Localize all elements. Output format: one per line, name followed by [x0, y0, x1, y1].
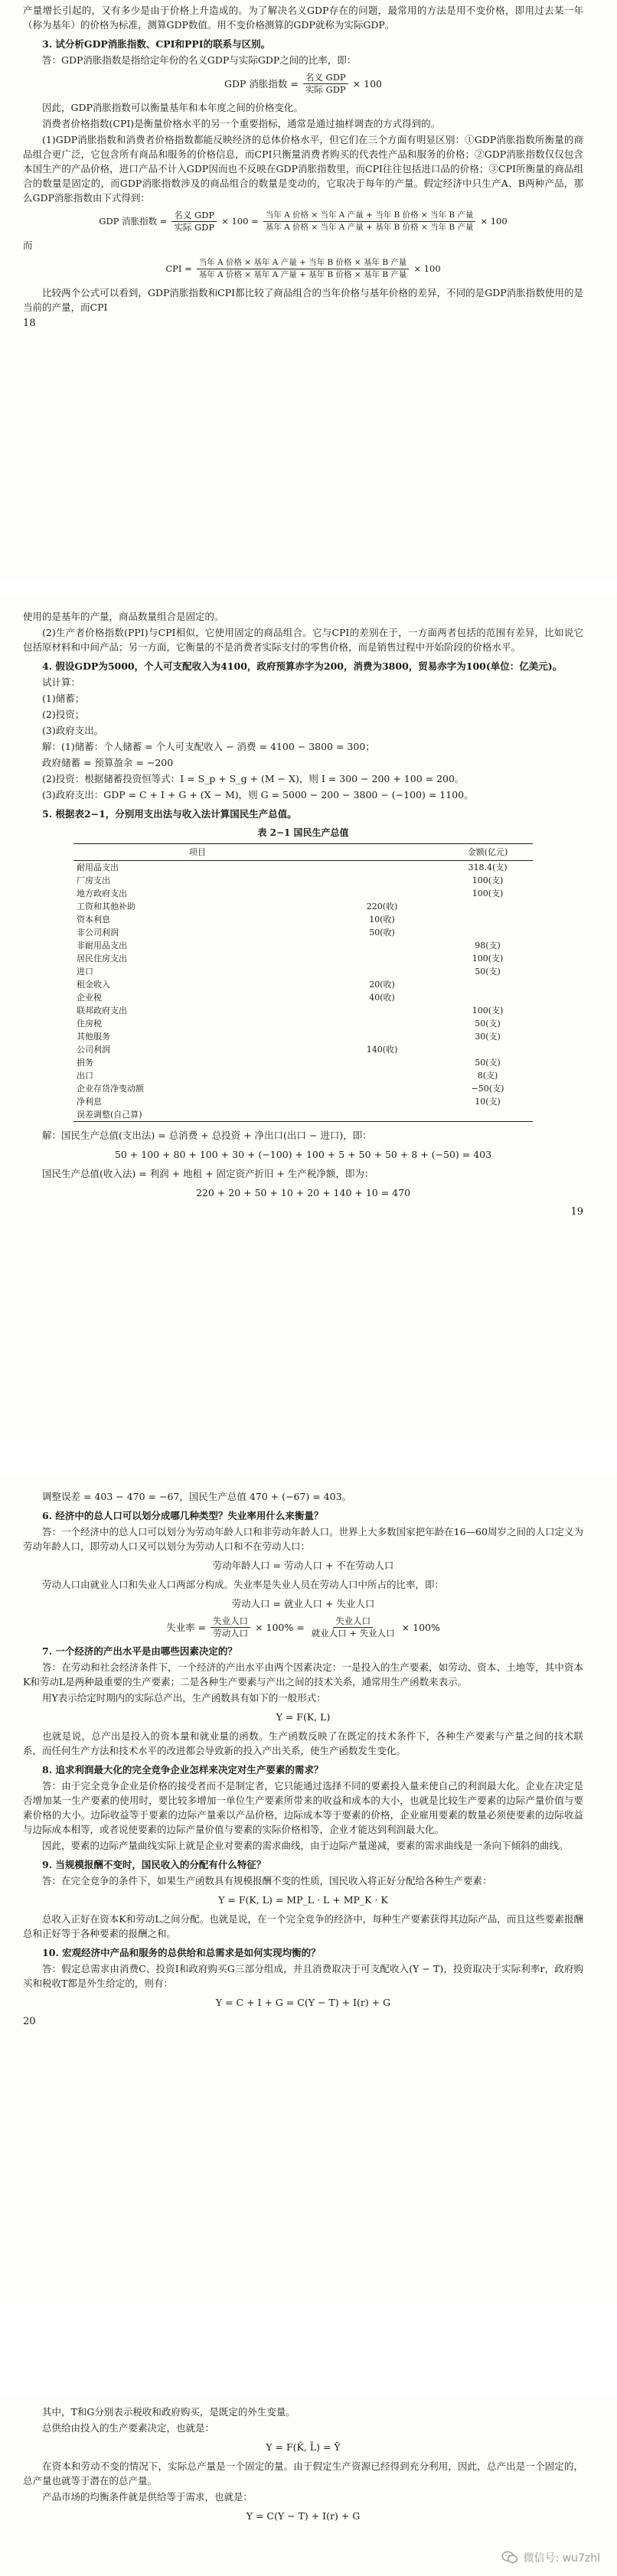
table-cell	[322, 1108, 442, 1122]
table-cell: 50(支)	[475, 1058, 501, 1068]
table-cell: 318.4(支)	[468, 862, 508, 872]
table-cell: 50(支)	[475, 1019, 501, 1029]
table-cell	[442, 1108, 533, 1122]
gdp-table	[73, 843, 533, 1122]
equation: Y = C(Y − T) + I(r) + G	[246, 2510, 361, 2522]
question-title: 10. 宏观经济中产品和服务的总供给和总需求是如何实现均衡的？	[42, 1947, 321, 1958]
table-cell: 租金收入	[77, 980, 110, 990]
equation: 50 + 100 + 80 + 100 + 30 + (−100) + 100 + 5 + 50 + 50 + 8 + (−50) = 403	[114, 1149, 492, 1160]
table-row	[73, 861, 533, 875]
paragraph: 用Y表示给定时期内的实际总产出，生产函数具有如下的一般形式：	[42, 1692, 326, 1704]
table-cell: 100(支)	[472, 889, 504, 898]
table-header: 项目	[73, 844, 322, 861]
page-number: 19	[570, 1206, 583, 1218]
table-cell: 厂房支出	[77, 876, 110, 885]
table-cell: 企业存货净变动额	[77, 1084, 144, 1094]
table-cell: 工资和其他补助	[77, 902, 135, 911]
paragraph: 调整误差 = 403 − 470 = −67，国民生产总值 470 + (−67) = 403。	[42, 1491, 352, 1502]
table-cell: 98(支)	[475, 941, 501, 951]
table-row	[73, 952, 533, 965]
table-cell	[442, 926, 533, 939]
table-row	[73, 1004, 533, 1017]
table-cell: 净利息	[77, 1097, 102, 1107]
table-cell	[322, 965, 442, 978]
table-cell	[322, 1069, 442, 1082]
table-cell: 100(支)	[472, 876, 504, 885]
equation: 劳动人口 = 就业人口 + 失业人口	[231, 1598, 375, 1609]
table-cell: 企业税	[77, 993, 102, 1003]
paragraph: 政府储蓄 = 预算盈余 = −200	[42, 757, 174, 768]
table-cell	[322, 1030, 442, 1043]
paragraph: 答：由于完全竞争企业是价格的接受者而不是制定者，它只能通过选择不同的要素投入量来使自己的利润最大化。企业在决定是否增加某一生产要素的使用时，要比较多增加一单位生产要素所带来的收益和成本的大小，也就是比较生产要素的边际产量价值与要素价格的大小。边际收益等于要素的边际产量乘以产品价格，边际成本等于要素的价格，企业雇用要素的数量必须使要素的边际收益与边际成本相等，或者说使要素的边际产量价值与要素的实际价格相等，企业才能达到利润最大化。	[23, 1780, 583, 1835]
table-row	[73, 926, 533, 939]
table-cell: 出口	[77, 1071, 93, 1081]
table-cell: 公司利润	[77, 1045, 110, 1055]
table-row	[73, 874, 533, 887]
paragraph: 答：假定总需求由消费C、投资I和政府购买G三部分组成，并且消费取决于可支配收入(Y − T)，投资取决于实际利率r，政府购买和税收T都是外生给定的，则有：	[23, 1963, 583, 1989]
table-cell: 140(收)	[366, 1045, 398, 1055]
table-cell: 资本利息	[77, 915, 110, 924]
table-cell: 20(收)	[369, 980, 395, 990]
list-item: (3)政府支出。	[42, 725, 104, 736]
table-cell	[322, 1004, 442, 1017]
table-row	[73, 1108, 533, 1122]
table-cell: 100(支)	[472, 1006, 504, 1016]
page-number: 20	[23, 2016, 36, 2027]
paragraph: 答：一个经济中的总人口可以划分为劳动年龄人口和非劳动年龄人口。世界上大多数国家把年龄在16—60周岁之间的人口定义为劳动年龄人口，即劳动人口又可以划分为劳动人口和不在劳动人口：	[23, 1526, 583, 1552]
equation: 劳动年龄人口 = 劳动人口 + 不在劳动人口	[212, 1560, 394, 1571]
wechat-icon	[501, 2551, 518, 2565]
paragraph: 产量增长引起的，又有多少是由于价格上升造成的。为了解决名义GDP存在的问题，最常用的方法是用不变价格，即用过去某一年（称为基年）的价格为标准，测算GDP数值。用不变价格测算的GDP就称为实际GDP。	[23, 5, 583, 31]
table-cell: 联邦政府支出	[77, 1006, 127, 1016]
table-cell: 非耐用品支出	[77, 941, 127, 951]
table-row	[73, 913, 533, 926]
table-row	[73, 1056, 533, 1069]
table-cell: 非公司利润	[77, 928, 119, 937]
table-cell: 其他服务	[77, 1032, 110, 1042]
paragraph: 劳动人口由就业人口和失业人口两部分构成。失业率是失业人员在劳动人口中所占的比率，即：	[42, 1579, 445, 1590]
table-cell	[322, 1017, 442, 1030]
equation: Y = F(K, L) = MP_L · L + MP_K · K	[218, 1894, 388, 1906]
table-cell	[322, 939, 442, 952]
equation: 220 + 20 + 50 + 10 + 20 + 140 + 10 = 470	[195, 1187, 411, 1198]
question-title: 6. 经济中的总人口可以划分成哪几种类型？失业率用什么来衡量？	[42, 1510, 324, 1521]
table-row	[73, 900, 533, 913]
table-cell: 10(支)	[475, 1097, 501, 1107]
table-row	[73, 991, 533, 1004]
watermark-label: 微信号: wu7zhl	[523, 2552, 600, 2565]
paragraph: 而	[23, 240, 33, 251]
table-cell: 10(收)	[369, 915, 395, 924]
table-cell: 100(支)	[472, 954, 504, 964]
table-cell: 220(收)	[366, 902, 398, 911]
paragraph: 解：国民生产总值(支出法) = 总消费 + 总投资 + 净出口(出口 − 进口)，即：	[42, 1130, 372, 1141]
paragraph: 答：GDP消胀指数是指给定年份的名义GDP与实际GDP之间的比率，即：	[42, 54, 357, 66]
paragraph: 解：(1)储蓄：个人储蓄 = 个人可支配收入 − 消费 = 4100 − 3800 = 300；	[42, 741, 375, 752]
question-title: 7. 一个经济的产出水平是由哪些因素决定的？	[42, 1645, 237, 1657]
paragraph: (3)政府支出：GDP = C + I + G + (X − M)，则 G = 5000 − 200 − 3800 − (−100) = 1100。	[42, 789, 474, 801]
paragraph: 在资本和劳动不变的情况下，实际总产量是一个固定的量。由于假定生产资源已经得到充分利用，因此，总产出是一个固定的，总产量也就等于潜在的总产量。	[23, 2460, 583, 2486]
book-page-21	[0, 2395, 617, 2576]
paragraph: 使用的是基年的产量，商品数量组合是固定的。	[23, 611, 224, 622]
equation: CPI = $\frac{\text{当年 A 价格 × 基年 A 产量 + 当年 B 价格 × 基年 B 产量}}{\text{基年 A 价格 × 基年 A 产量 + 基年 B 价格 × 基年 B 产量}}$ × 100	[165, 258, 441, 279]
table-cell	[442, 900, 533, 913]
table-cell: −50(支)	[471, 1084, 504, 1094]
paragraph: 产品市场的均衡条件就是供给等于需求，也就是：	[42, 2491, 253, 2503]
table-row	[73, 1082, 533, 1095]
table-row	[73, 1043, 533, 1056]
paragraph: 试计算：	[42, 677, 81, 688]
paragraph: 总供给由投入的生产要素决定，也就是：	[42, 2422, 215, 2434]
question-title: 5. 根据表2−1，分别用支出法与收入法计算国民生产总值。	[42, 808, 297, 820]
paragraph: 答：在完全竞争的条件下，如果生产函数具有规模报酬不变的性质，国民收入将正好分配给各种生产要素：	[42, 1875, 492, 1886]
table-row	[73, 1017, 533, 1030]
equation: 失业率 = $\frac{\text{失业人口}}{\text{劳动人口}}$ × 100% = $\frac{\text{失业人口}}{\text{就业人口 + 失业人口}}$ × 100%	[166, 1616, 440, 1639]
table-title: 表 2−1 国民生产总值	[257, 827, 349, 838]
equation: Y = F(K̄, L̄) = Ȳ	[266, 2441, 341, 2453]
table-cell	[442, 1043, 533, 1056]
table-row	[73, 965, 533, 978]
equation: Y = C + I + G = C(Y − T) + I(r) + G	[215, 1997, 391, 2008]
wechat-watermark	[501, 2550, 600, 2565]
table-cell	[322, 874, 442, 887]
paragraph: 也就是说，总产出是投入的资本量和就业量的函数。生产函数反映了在既定的技术条件下，各种生产要素与产量之间的技术联系，而任何生产方法和技术水平的改进都会导致新的投入产出关系，使生产函数发生变化。	[23, 1730, 583, 1756]
paragraph: (2)生产者价格指数(PPI)与CPI相似，它使用固定的商品组合。它与CPI的差别在于，一方面两者包括的范围有差异，比如说它包括原材料和中间产品；另一方面，它衡量的不是消费者实际支付的零售价格，而是销售过程中开始阶段的价格水平。	[23, 627, 583, 653]
paragraph: 比较两个公式可以看到，GDP消胀指数和CPI都比较了商品组合的当年价格与基年价格的差异，不同的是GDP消胀指数使用的是当前的产量，而CPI	[23, 287, 583, 313]
list-item: (2)投资；	[42, 709, 85, 720]
equation: GDP 消胀指数 = $\frac{\text{名义 GDP}}{\text{实际 GDP}}$ × 100	[224, 72, 382, 95]
table-cell	[442, 913, 533, 926]
paragraph: 国民生产总值(收入法) = 利润 + 地租 + 固定资产折旧 + 生产税净额，即为：	[42, 1168, 374, 1179]
table-cell: 30(支)	[475, 1032, 501, 1042]
book-page-19	[0, 597, 617, 1439]
table-cell: 50(支)	[475, 967, 501, 977]
table-cell	[442, 978, 533, 991]
question-title: 8. 追求利润最大化的完全竞争企业怎样来决定对生产要素的需求？	[42, 1764, 324, 1775]
book-page-20	[0, 1477, 617, 2304]
table-cell: 耐用品支出	[77, 862, 119, 872]
table-cell: 居民住房支出	[77, 954, 127, 964]
table-cell: 捐务	[77, 1058, 93, 1068]
table-row	[73, 939, 533, 952]
table-cell	[322, 1056, 442, 1069]
paragraph: 答：在劳动和社会经济条件下，一个经济的产出水平由两个因素决定：一是投入的生产要素，如劳动、资本、土地等，其中资本K和劳动L是两种最重要的生产要素；二是各种生产要素与产出之间的技术关系，通常用生产函数来表示。	[23, 1661, 583, 1687]
table-cell	[442, 991, 533, 1004]
equation: GDP 消胀指数 = $\frac{\text{名义 GDP}}{\text{实际 GDP}}$ × 100 = $\frac{\text{当年 A 价格 × 当年 A 产量 + 当年 B 价格 × 当年 B 产量}}{\text{基年 A 价格 × 当年 A 产量 + 基年 B 价格 × 当年 B 产量}}$ × 100	[99, 210, 508, 233]
paragraph: 总收入正好在资本K和劳动L之间分配。也就是说，在一个完全竞争的经济中，每种生产要素获得其边际产品，而且这些要素报酬总和正好等于各种要素的报酬之和。	[23, 1913, 583, 1939]
table-row	[73, 1069, 533, 1082]
paragraph: 其中，T和G分别表示税收和政府购买，是既定的外生变量。	[42, 2406, 295, 2418]
table-cell: 误差调整(自己算)	[73, 1108, 322, 1122]
table-cell: 进口	[77, 967, 93, 977]
table-cell	[322, 861, 442, 875]
paragraph: (1)GDP消胀指数和消费者价格指数都能反映经济的总体价格水平，但它们在三个方面有明显区别：①GDP消胀指数所衡量的商品组合更广泛，它包含所有商品和服务的价格信息，而CPI只衡量消费者购买的代表性产品和服务的价格；②GDP消胀指数仅仅包含本国生产的产品价格，进口产品不计入GDP因而也不反映在GDP消胀指数里，而CPI往往包括进口品的价格；③CPI所衡量的商品组合的数量是固定的，而GDP消胀指数涉及的商品组合的数量是变动的，它取决于每年的产量。假定经济中只生产A、B两种产品，那么GDP消胀指数由下式得到：	[23, 134, 583, 204]
equation: Y = F(K, L)	[276, 1711, 331, 1723]
table-row	[73, 887, 533, 900]
table-header	[322, 844, 442, 861]
question-title: 3. 试分析GDP消胀指数、CPI和PPI的联系与区别。	[42, 38, 271, 50]
book-page-18	[0, 0, 617, 582]
page-number: 18	[23, 318, 36, 329]
paragraph: 因此，GDP消胀指数可以衡量基年和本年度之间的价格变化。	[42, 102, 303, 113]
table-row	[73, 978, 533, 991]
table-cell	[322, 952, 442, 965]
question-title: 4. 假设GDP为5000，个人可支配收入为4100，政府预算赤字为200，消费为3800，贸易赤字为100(单位：亿美元)。	[42, 660, 563, 672]
table-row	[73, 1030, 533, 1043]
list-item: (1)储蓄；	[42, 693, 85, 704]
table-cell	[322, 887, 442, 900]
paragraph: 因此，要素的边际产量曲线实际上就是企业对要素的需求曲线，由于边际产量递减，要素的需求曲线是一条向下倾斜的曲线。	[42, 1840, 569, 1851]
table-cell	[322, 1095, 442, 1108]
paragraph: (2)投资：根据储蓄投资恒等式：I = S_p + S_g + (M − X)，则 I = 300 − 200 + 100 = 200。	[42, 773, 465, 784]
paragraph: 消费者价格指数(CPI)是衡量价格水平的另一个重要指标，通常是通过抽样调查的方式得到的。	[42, 118, 441, 129]
table-cell: 40(收)	[369, 993, 395, 1003]
table-cell: 住房税	[77, 1019, 102, 1029]
table-header: 金额(亿元)	[442, 844, 533, 861]
table-cell: 50(收)	[369, 928, 395, 937]
table-cell	[322, 1082, 442, 1095]
table-cell: 地方政府支出	[77, 889, 127, 898]
table-row	[73, 1095, 533, 1108]
table-cell: 8(支)	[477, 1071, 498, 1081]
question-title: 9. 当规模报酬不变时，国民收入的分配有什么特征？	[42, 1859, 266, 1870]
